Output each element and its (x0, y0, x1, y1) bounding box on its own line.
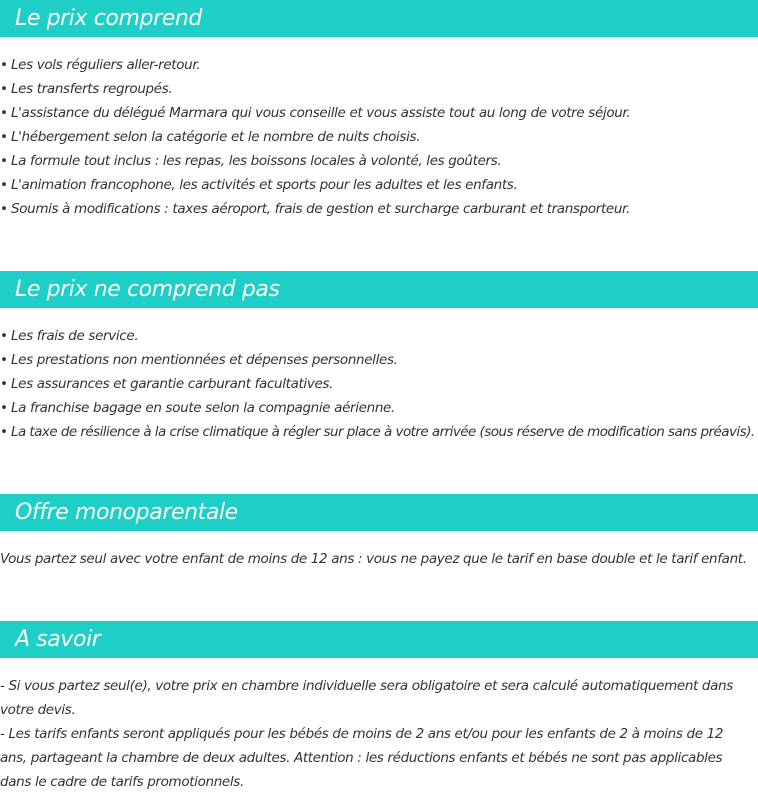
list-item (0, 173, 758, 197)
list-item (0, 125, 758, 149)
bullet-icon: • (0, 177, 8, 193)
list-item (0, 324, 758, 348)
list-item-text: Les vols réguliers aller-retour. (11, 57, 201, 73)
list-item (0, 53, 758, 77)
single-parent-text: Vous partez seul avec votre enfant de moins de 12 ans : vous ne payez que le tarif en base double et le tarif enfant. (0, 551, 747, 567)
good-to-know-paragraph-2: - Les tarifs enfants seront appliqués pour les bébés de moins de 2 ans et/ou pour les enfants de 2 à moins de 12 ans, partageant la chambre de deux adultes. Attention : les réductions enfants et bébés ne sont pas applicables dans le cadre de tarifs promotionnels. (0, 726, 724, 790)
excludes-list (0, 324, 758, 444)
list-item (0, 372, 758, 396)
list-item-text: L'animation francophone, les activités et sports pour les adultes et les enfants. (11, 177, 518, 193)
bullet-icon: • (0, 201, 8, 217)
list-item-text: L'hébergement selon la catégorie et le nombre de nuits choisis. (11, 129, 421, 145)
list-item-text: Les prestations non mentionnées et dépenses personnelles. (11, 352, 398, 368)
section-title-includes: Le prix comprend (15, 5, 202, 31)
list-item-text: La formule tout inclus : les repas, les boissons locales à volonté, les goûters. (11, 153, 502, 169)
list-item (0, 420, 758, 444)
bullet-icon: • (0, 424, 8, 440)
good-to-know-paragraph-1: - Si vous partez seul(e), votre prix en chambre individuelle sera obligatoire et sera calculé automatiquement dans votre devis. (0, 678, 733, 718)
list-item (0, 197, 758, 221)
bullet-icon: • (0, 57, 8, 73)
bullet-icon: • (0, 105, 8, 121)
bullet-icon: • (0, 376, 8, 392)
includes-list (0, 53, 758, 221)
list-item (0, 149, 758, 173)
section-header-good-to-know (0, 621, 758, 658)
list-item-text: L'assistance du délégué Marmara qui vous conseille et vous assiste tout au long de votre séjour. (11, 105, 631, 121)
bullet-icon: • (0, 328, 8, 344)
list-item (0, 101, 758, 125)
bullet-icon: • (0, 81, 8, 97)
list-item-text: Soumis à modifications : taxes aéroport, frais de gestion et surcharge carburant et transporteur. (11, 201, 630, 217)
list-item-text: Les assurances et garantie carburant facultatives. (11, 376, 334, 392)
list-item (0, 348, 758, 372)
section-title-good-to-know: A savoir (15, 626, 101, 652)
bullet-icon: • (0, 153, 8, 169)
bullet-icon: • (0, 400, 8, 416)
section-header-excludes (0, 271, 758, 308)
list-item-text: La taxe de résilience à la crise climatique à régler sur place à votre arrivée (sous réserve de modification sans préavis). (11, 424, 755, 440)
list-item-text: La franchise bagage en soute selon la compagnie aérienne. (11, 400, 395, 416)
bullet-icon: • (0, 352, 8, 368)
section-title-single-parent: Offre monoparentale (15, 499, 238, 525)
section-header-includes (0, 0, 758, 37)
section-header-single-parent (0, 494, 758, 531)
list-item (0, 396, 758, 420)
bullet-icon: • (0, 129, 8, 145)
list-item-text: Les frais de service. (11, 328, 139, 344)
list-item-text: Les transferts regroupés. (11, 81, 173, 97)
list-item (0, 77, 758, 101)
section-title-excludes: Le prix ne comprend pas (15, 276, 280, 302)
